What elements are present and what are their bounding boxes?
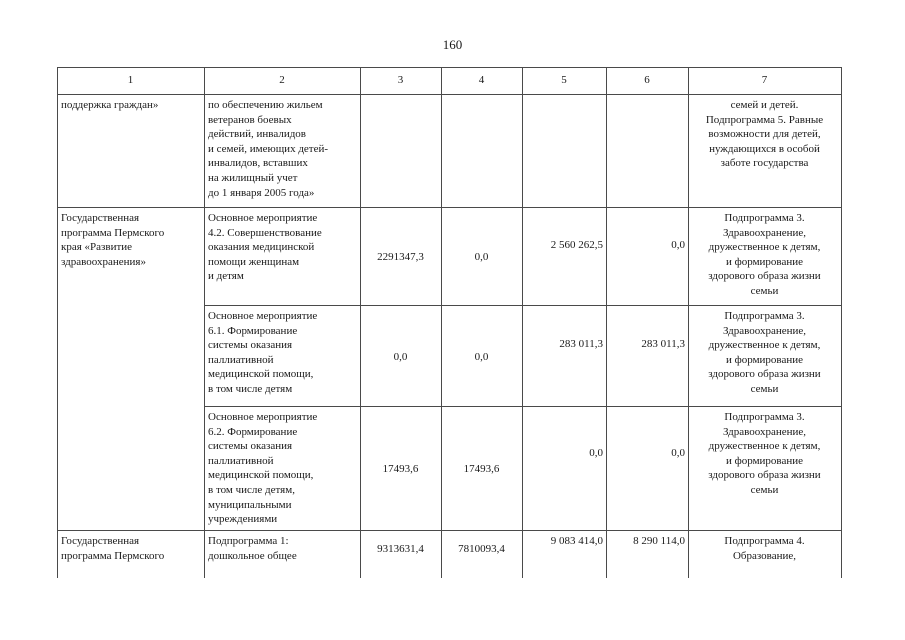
cell-value: 7810093,4 bbox=[458, 543, 505, 555]
cell-value: 2291347,3 bbox=[377, 251, 424, 263]
cell-activity-line: ветеранов боевых bbox=[208, 113, 292, 126]
cell-activity-line: дошкольное общее bbox=[208, 549, 297, 562]
cell-activity-line: 4.2. Совершенствование bbox=[208, 226, 322, 239]
column-border bbox=[360, 67, 361, 578]
cell-value: 0,0 bbox=[671, 446, 685, 459]
cell-subprogram-line: здорового образа жизни bbox=[708, 270, 821, 283]
header-bottom-border bbox=[57, 94, 842, 95]
cell-subprogram-line: и формирование bbox=[725, 353, 804, 366]
cell-subprogram-line: здорового образа жизни bbox=[708, 368, 821, 381]
cell-value: 283 011,3 bbox=[559, 338, 603, 351]
cell-activity-line: учреждениями bbox=[208, 513, 278, 526]
cell-activity-line: на жилищный учет bbox=[208, 172, 298, 184]
cell-activity-line: оказания медицинской bbox=[208, 241, 315, 254]
column-border bbox=[204, 67, 205, 578]
cell-activity-line: действий, инвалидов bbox=[208, 128, 306, 141]
cell-subprogram-line: Подпрограмма 4. bbox=[724, 535, 805, 547]
cell-subprogram-line: Подпрограмма 5. Равные bbox=[705, 113, 824, 126]
cell-activity-line: Основное мероприятие bbox=[208, 212, 318, 224]
cell-subprogram-line: Здравоохранение, bbox=[722, 425, 807, 438]
table-top-border bbox=[57, 67, 842, 68]
cell-activity-line: и семей, имеющих детей- bbox=[208, 142, 329, 155]
cell-subprogram-line: нуждающихся в особой bbox=[709, 142, 820, 155]
cell-activity-line: Подпрограмма 1: bbox=[208, 535, 289, 547]
cell-subprogram-line: семьи bbox=[750, 285, 779, 297]
cell-subprogram-line: Подпрограмма 3. bbox=[724, 212, 805, 224]
column-header: 2 bbox=[279, 74, 285, 86]
cell-activity-line: паллиативной bbox=[208, 454, 274, 467]
cell-program-line: Государственная bbox=[61, 535, 140, 547]
cell-activity-line: медицинской помощи, bbox=[208, 368, 314, 381]
cell-activity-line: медицинской помощи, bbox=[208, 469, 314, 482]
cell-subprogram-line: заботе государства bbox=[720, 157, 809, 170]
cell-subprogram-line: дружественное к детям, bbox=[708, 339, 821, 352]
column-header: 4 bbox=[478, 74, 485, 86]
column-border bbox=[522, 67, 523, 578]
cell-value: 0,0 bbox=[671, 239, 685, 252]
cell-subprogram-line: Здравоохранение, bbox=[722, 226, 807, 239]
cell-value: 2 560 262,5 bbox=[550, 239, 603, 252]
cell-subprogram-line: и формирование bbox=[725, 454, 804, 467]
page-number: 160 bbox=[442, 37, 463, 52]
cell-activity-line: системы оказания bbox=[208, 339, 293, 352]
cell-value: 283 011,3 bbox=[641, 338, 685, 351]
cell-value: 17493,6 bbox=[382, 463, 419, 475]
cell-value: 0,0 bbox=[589, 446, 603, 459]
column-header: 7 bbox=[761, 74, 768, 86]
cell-activity-line: муниципальными bbox=[208, 498, 292, 511]
cell-activity-line: до 1 января 2005 года» bbox=[208, 186, 315, 199]
cell-activity-line: системы оказания bbox=[208, 440, 293, 453]
cell-activity-line: в том числе детям, bbox=[208, 484, 295, 496]
cell-activity-line: 6.2. Формирование bbox=[208, 425, 298, 438]
column-border bbox=[841, 67, 842, 578]
column-border bbox=[606, 67, 607, 578]
row-border bbox=[204, 406, 842, 407]
column-border bbox=[441, 67, 442, 578]
cell-subprogram-line: дружественное к детям, bbox=[708, 440, 821, 453]
cell-activity-line: и детям bbox=[208, 270, 244, 283]
cell-program-line: края «Развитие bbox=[61, 241, 133, 254]
cell-subprogram-line: дружественное к детям, bbox=[708, 241, 821, 254]
cell-subprogram-line: семьи bbox=[750, 484, 779, 496]
cell-subprogram-line: семей и детей. bbox=[730, 99, 799, 111]
row-border bbox=[57, 207, 842, 208]
cell-value: 0,0 bbox=[393, 350, 408, 363]
row-border bbox=[57, 530, 842, 531]
cell-value: 17493,6 bbox=[463, 463, 500, 475]
cell-activity-line: Основное мероприятие bbox=[208, 310, 318, 322]
column-header: 5 bbox=[561, 74, 567, 86]
cell-value: 0,0 bbox=[474, 251, 489, 263]
cell-activity-line: помощи женщинам bbox=[208, 255, 300, 268]
cell-activity-line: паллиативной bbox=[208, 353, 274, 366]
cell-subprogram-line: Здравоохранение, bbox=[722, 324, 807, 337]
row-border bbox=[204, 305, 842, 306]
cell-value: 0,0 bbox=[474, 350, 489, 363]
column-border bbox=[57, 67, 58, 578]
cell-activity-line: по обеспечению жильем bbox=[208, 99, 323, 111]
cell-subprogram-line: Подпрограмма 3. bbox=[724, 411, 805, 423]
column-header: 3 bbox=[397, 74, 404, 86]
cell-activity-line: инвалидов, вставших bbox=[208, 157, 308, 170]
cell-activity-line: Основное мероприятие bbox=[208, 411, 318, 423]
cell-subprogram-line: и формирование bbox=[725, 255, 804, 268]
column-header: 1 bbox=[127, 74, 134, 86]
cell-subprogram-line: возможности для детей, bbox=[708, 128, 821, 141]
cell-value: 9313631,4 bbox=[377, 543, 424, 555]
column-header: 6 bbox=[644, 74, 650, 86]
cell-subprogram-line: Подпрограмма 3. bbox=[724, 310, 805, 322]
cell-subprogram-line: семьи bbox=[750, 383, 779, 395]
cell-activity-line: 6.1. Формирование bbox=[208, 324, 298, 337]
cell-program-line: программа Пермского bbox=[61, 549, 165, 562]
cell-program-line: программа Пермского bbox=[61, 226, 165, 239]
cell-value: 9 083 414,0 bbox=[550, 535, 603, 547]
cell-activity-line: в том числе детям bbox=[208, 383, 293, 395]
cell-value: 8 290 114,0 bbox=[633, 535, 685, 547]
cell-program-line: здравоохранения» bbox=[61, 255, 146, 268]
cell-subprogram-line: Образование, bbox=[732, 549, 797, 562]
cell-subprogram-line: здорового образа жизни bbox=[708, 469, 821, 482]
cell-program-line: поддержка граждан» bbox=[61, 99, 159, 111]
cell-program-line: Государственная bbox=[61, 212, 140, 224]
